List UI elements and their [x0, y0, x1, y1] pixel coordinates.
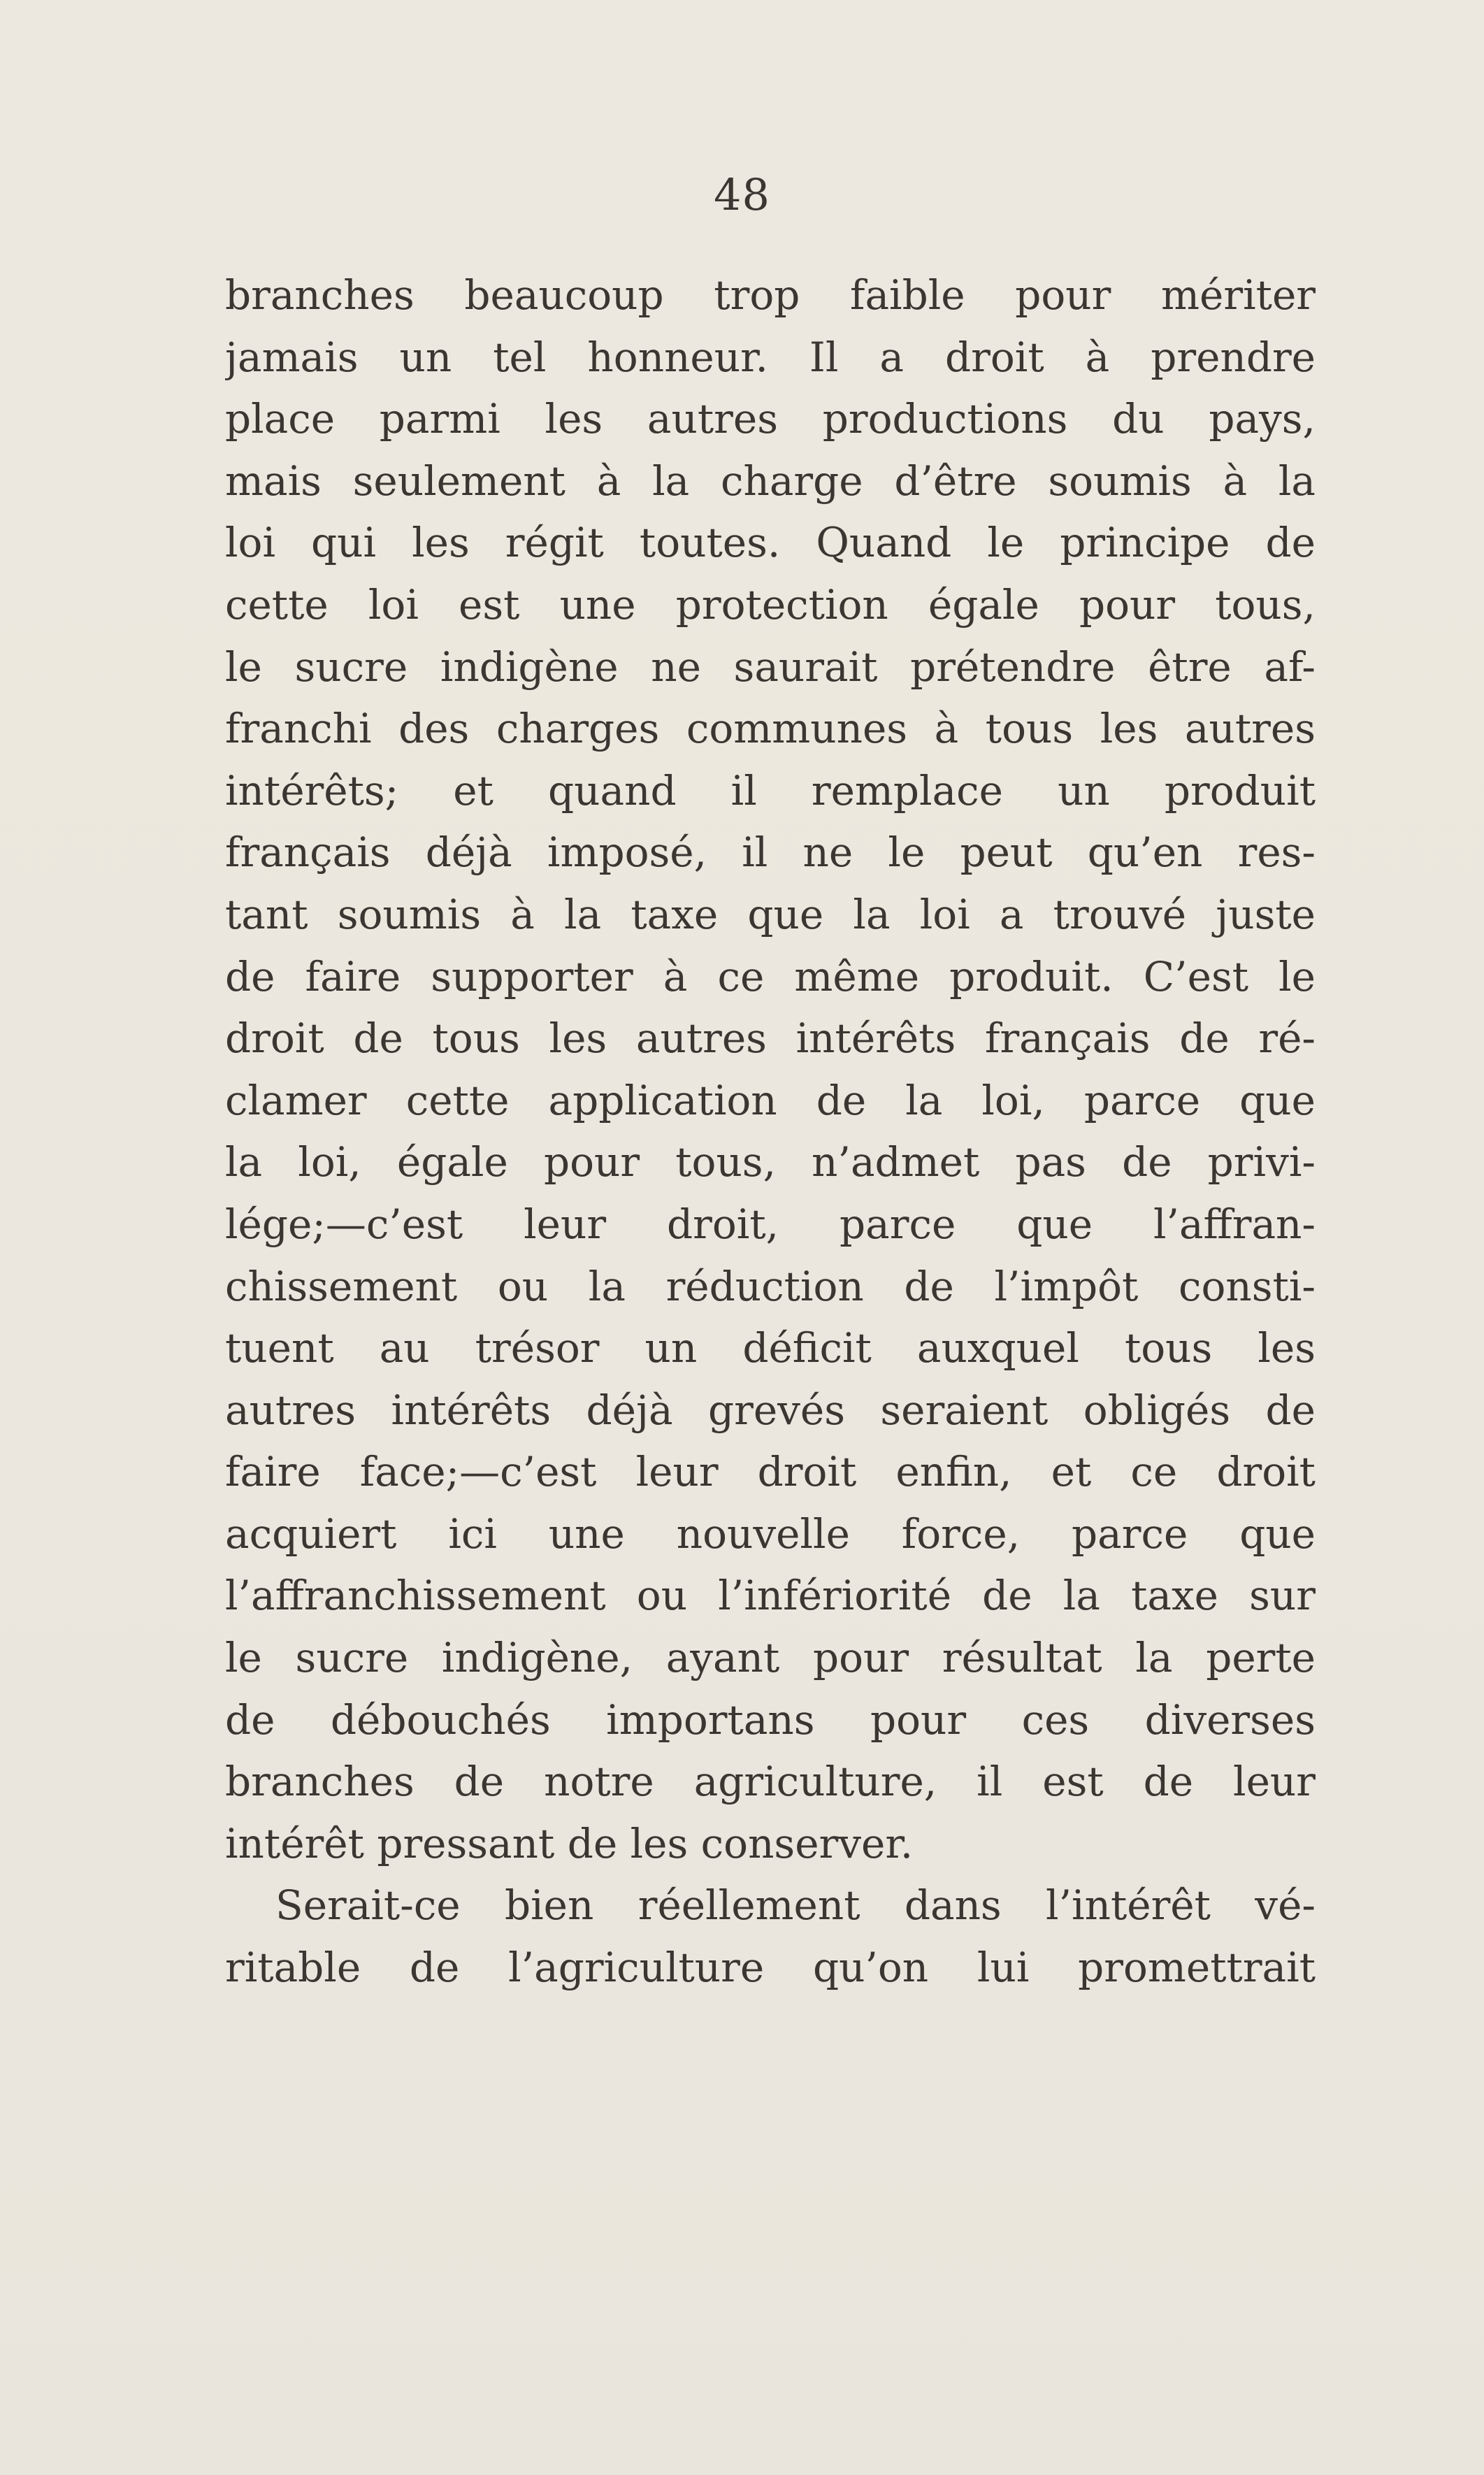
text-line: cette loi est une protection égale pour tous, — [225, 580, 1316, 629]
text-line: de faire supporter à ce même produit. C’est le — [225, 952, 1316, 1000]
text-line: tuent au trésor un déficit auxquel tous les — [225, 1324, 1316, 1372]
page-number: 48 — [714, 169, 770, 220]
text-line: chissement ou la réduction de l’impôt consti- — [225, 1262, 1316, 1310]
text-line: jamais un tel honneur. Il a droit à prendre — [225, 333, 1316, 381]
text-line: loi qui les régit toutes. Quand le principe de — [225, 519, 1316, 567]
text-line: français déjà imposé, il ne le peut qu’en res- — [225, 828, 1316, 877]
text-line: mais seulement à la charge d’être soumis à la — [225, 457, 1316, 505]
text-line: franchi des charges communes à tous les autres — [225, 705, 1316, 753]
text-line: autres intérêts déjà grevés seraient obligés de — [225, 1386, 1316, 1434]
text-line: l’affranchissement ou l’infériorité de la taxe sur — [225, 1572, 1316, 1620]
text-line: branches beaucoup trop faible pour mériter — [225, 271, 1316, 319]
text-line: ritable de l’agriculture qu’on lui promettrait — [225, 1944, 1316, 1992]
body-text — [225, 264, 1316, 1999]
text-line: droit de tous les autres intérêts français de ré- — [225, 1014, 1316, 1063]
text-line: tant soumis à la taxe que la loi a trouvé juste — [225, 890, 1316, 938]
text-line: branches de notre agriculture, il est de leur — [225, 1758, 1316, 1806]
text-line: acquiert ici une nouvelle force, parce que — [225, 1509, 1316, 1558]
text-line: le sucre indigène, ayant pour résultat la perte — [225, 1634, 1316, 1682]
text-line: place parmi les autres productions du pays, — [225, 395, 1316, 443]
text-line: clamer cette application de la loi, parce que — [225, 1076, 1316, 1124]
text-line: faire face;—c’est leur droit enfin, et ce droit — [225, 1448, 1316, 1496]
text-line: intérêts; et quand il remplace un produit — [225, 766, 1316, 815]
paragraph-end-line: intérêt pressant de les conserver. — [225, 1819, 914, 1867]
paragraph-start-line: Serait-ce bien réellement dans l’intérêt vé- — [275, 1881, 1316, 1930]
text-line: de débouchés importans pour ces diverses — [225, 1695, 1316, 1744]
text-line: le sucre indigène ne saurait prétendre être af- — [225, 643, 1316, 691]
text-line: la loi, égale pour tous, n’admet pas de privi- — [225, 1138, 1316, 1186]
text-line: lége;—c’est leur droit, parce que l’affran- — [225, 1200, 1316, 1248]
